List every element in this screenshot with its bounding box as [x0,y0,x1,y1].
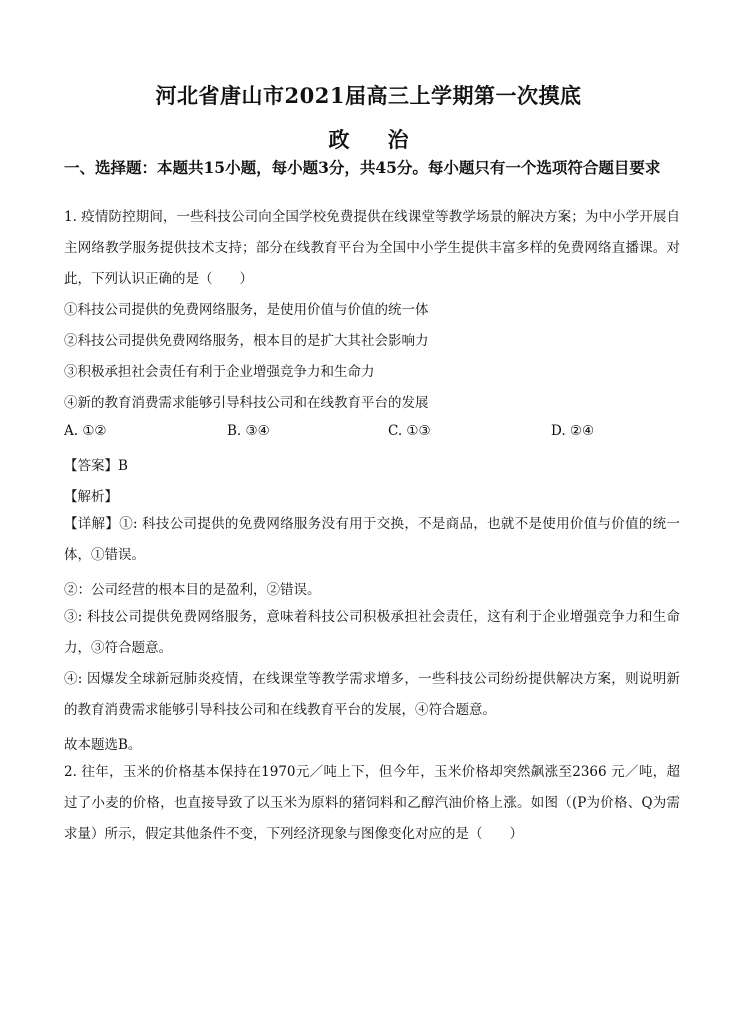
question-1-statement-3: ③积极承担社会责任有利于企业增强竞争力和生命力 [64,364,375,380]
question-1-stem: 1. 疫情防控期间，一些科技公司向全国学校免费提供在线课堂等教学场景的解决方案；为中小学开展自主网络教学服务提供技术支持；部分在线教育平台为全国中小学生提供丰富多样的免费网络直播课。对此，下列认识正确的是（ ） [64,209,680,287]
detail-2: ②：公司经营的根本目的是盈利，②错误。 [64,582,321,598]
option-a: A. ①② [64,423,107,439]
detail-1: 【详解】①: 科技公司提供的免费网络服务没有用于交换，不是商品，也就不是使用价值与价值的统一体，①错误。 [64,516,680,563]
question-1-statement-4: ④新的教育消费需求能够引导科技公司和在线教育平台的发展 [64,395,429,411]
section-heading: 一、选择题：本题共15小题，每小题3分，共45分。每小题只有一个选项符合题目要求 [64,158,661,177]
option-b: B. ③④ [227,423,270,439]
subject-char-1: 政 [328,127,350,152]
analysis-label: 【解析】 [64,489,118,505]
question-2-stem: 2. 往年，玉米的价格基本保持在1970元／吨上下，但今年，玉米价格却突然飙涨至2366 元／吨，超过了小麦的价格，也直接导致了以玉米为原料的猪饲料和乙醇汽油价格上涨。如图（(P为价格、Q为需求量）所示，假定其他条件不变，下列经济现象与图像变化对应的是（ ） [64,764,680,842]
option-c: C. ①③ [388,423,431,439]
option-d: D. ②④ [551,423,595,439]
subject-char-2: 治 [387,127,409,152]
document-title: 河北省唐山市2021届高三上学期第一次摸底 [155,83,582,108]
answer-label: 【答案】B [64,458,128,474]
question-1-statement-2: ②科技公司提供免费网络服务，根本目的是扩大其社会影响力 [64,333,429,349]
detail-4: ④: 因爆发全球新冠肺炎疫情，在线课堂等教学需求增多，一些科技公司纷纷提供解决方案，则说明新的教育消费需求能够引导科技公司和在线教育平台的发展，④符合题意。 [64,671,680,718]
question-1-statement-1: ①科技公司提供的免费网络服务，是使用价值与价值的统一体 [64,302,429,318]
detail-3: ③: 科技公司提供免费网络服务，意味着科技公司积极承担社会责任，这有利于企业增强竞争力和生命力，③符合题意。 [64,609,680,656]
conclusion: 故本题选B。 [64,737,142,753]
subject-heading [0,124,737,154]
